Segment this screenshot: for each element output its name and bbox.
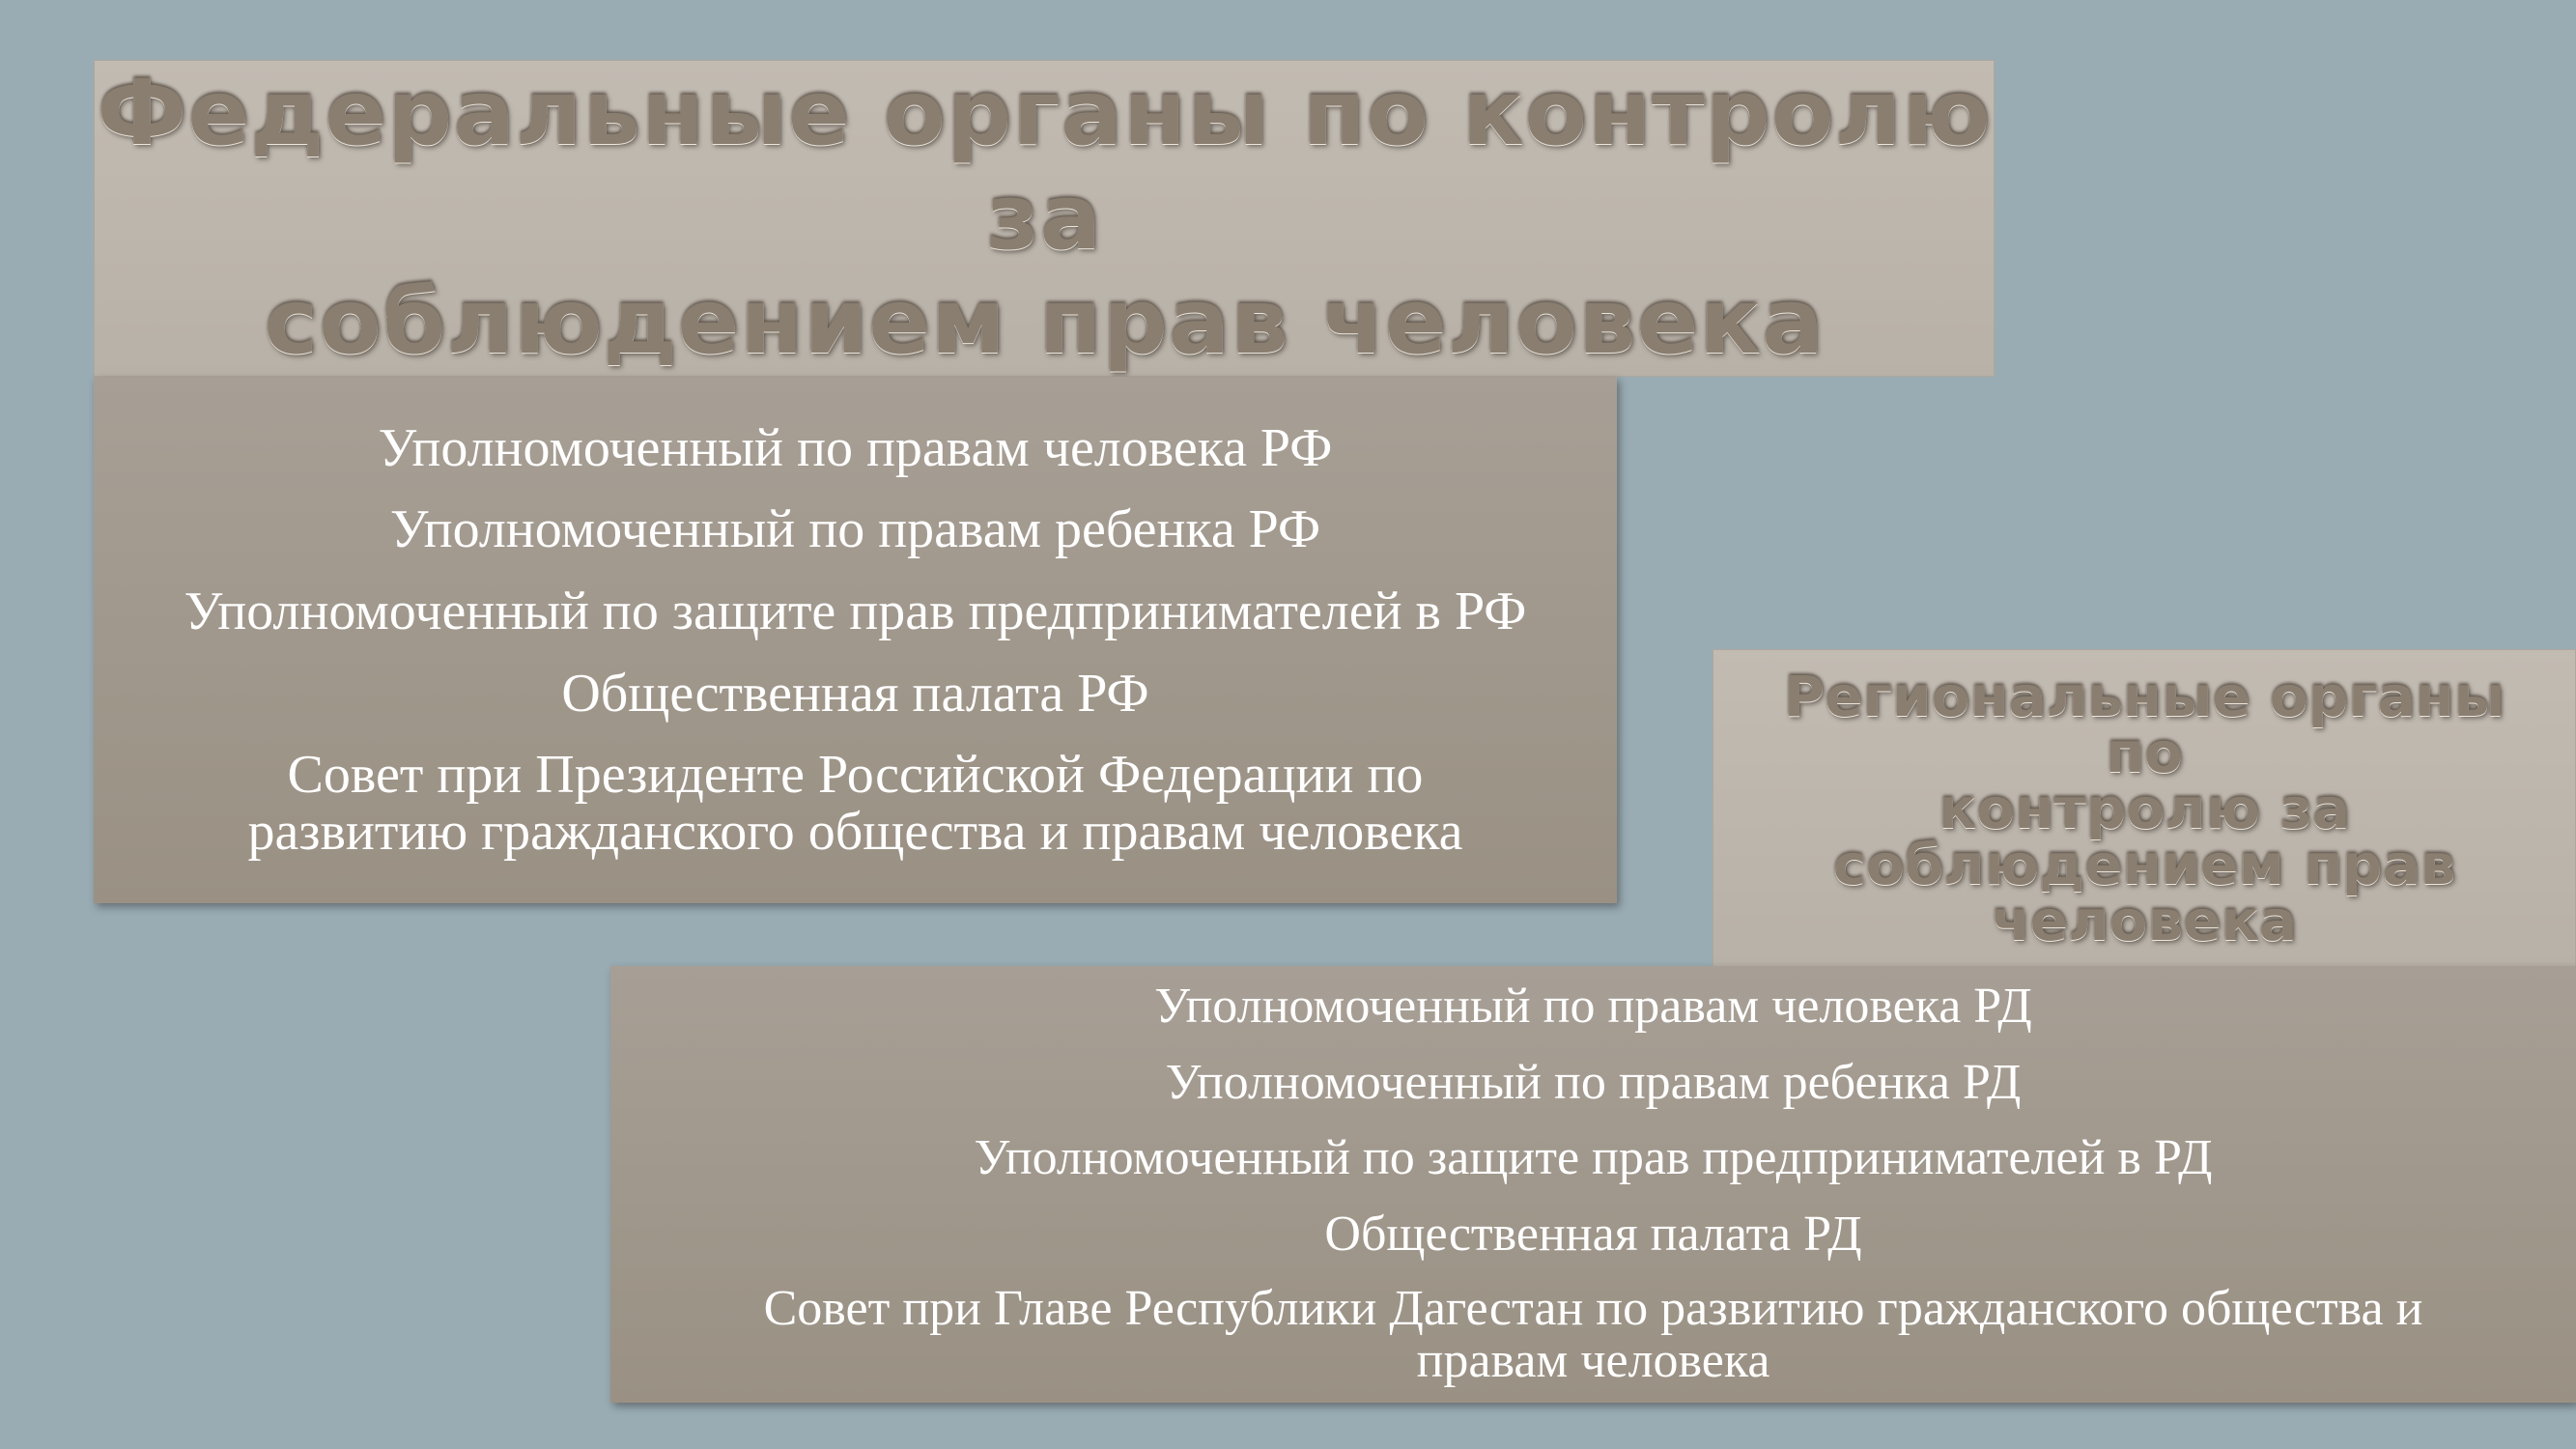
list-item-line-1: Совет при Главе Республики Дагестан по развитию гражданского общества и [763, 1280, 2423, 1336]
federal-title-line-1: Федеральные органы по контролю за [97, 60, 1992, 270]
list-item: Общественная палата РД [1324, 1207, 1862, 1262]
list-item-line-2: правам человека [1416, 1333, 1770, 1389]
list-item-line-2: развитию гражданского общества и правам человека [247, 801, 1463, 862]
regional-bodies-list [610, 966, 2576, 1403]
list-item: Уполномоченный по правам ребенка РД [1165, 1054, 2022, 1110]
regional-title-box [1713, 649, 2576, 968]
list-item-line-1: Совет при Президенте Российской Федерации по [287, 744, 1424, 805]
list-item: Общественная палата РФ [561, 664, 1149, 724]
list-item: Уполномоченный по правам человека РФ [378, 417, 1333, 478]
federal-bodies-list [94, 377, 1617, 903]
regional-title-line-4: человека [1991, 888, 2298, 953]
list-item: Уполномоченный по правам человека РД [1154, 979, 2032, 1035]
federal-title-line-2: соблюдением прав человека [264, 270, 1825, 376]
regional-title-line-3: соблюдением прав [1832, 832, 2456, 897]
list-item [247, 744, 1463, 862]
regional-title-line-2: контролю за [1938, 776, 2351, 841]
federal-title-box [94, 60, 1995, 377]
list-item: Уполномоченный по защите прав предпринимателей в РД [974, 1130, 2213, 1186]
regional-title-line-1: Региональные органы по [1783, 664, 2505, 785]
list-item: Уполномоченный по правам ребенка РФ [389, 499, 1321, 560]
list-item [763, 1280, 2423, 1389]
list-item: Уполномоченный по защите прав предпринимателей в РФ [184, 582, 1527, 642]
